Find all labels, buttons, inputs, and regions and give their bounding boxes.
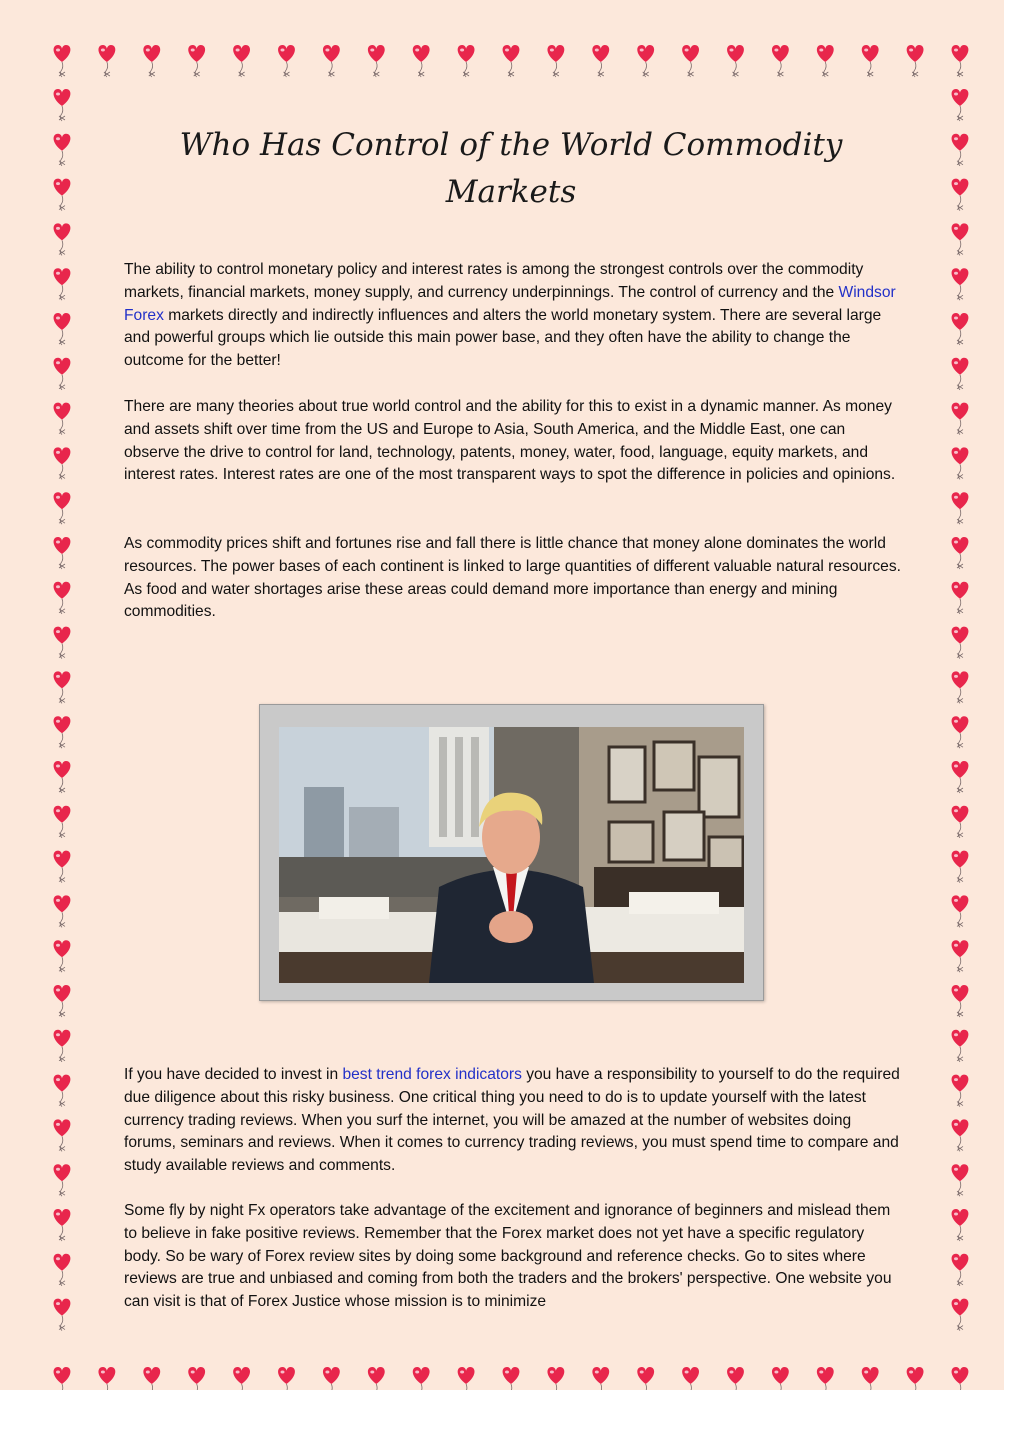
heart-balloon-icon (682, 45, 699, 77)
heart-balloon-icon (54, 1209, 71, 1241)
heart-balloon-icon (503, 45, 520, 77)
heart-balloon-icon (54, 940, 71, 972)
heart-balloon-icon (952, 537, 969, 569)
heart-balloon-icon (952, 45, 969, 77)
heart-balloon-icon (952, 447, 969, 479)
heart-balloon-icon (54, 358, 71, 390)
heart-balloon-icon (952, 1164, 969, 1196)
heart-balloon-icon (54, 671, 71, 703)
heart-balloon-icon (952, 940, 969, 972)
heart-balloon-icon (503, 1367, 520, 1390)
heart-balloon-icon (682, 1367, 699, 1390)
heart-balloon-icon (952, 492, 969, 524)
heart-balloon-icon (952, 627, 969, 659)
heart-balloon-icon (952, 1119, 969, 1151)
heart-balloon-icon (98, 1367, 115, 1390)
windsor-forex-link[interactable]: Windsor Forex (124, 283, 896, 324)
heart-balloon-icon (54, 1254, 71, 1286)
heart-balloon-icon (54, 806, 71, 838)
heart-balloon-icon (54, 179, 71, 211)
heart-balloon-icon (54, 761, 71, 793)
heart-balloon-icon (54, 851, 71, 883)
heart-balloon-icon (323, 45, 340, 77)
office-photo (279, 727, 744, 983)
heart-balloon-icon (143, 45, 160, 77)
heart-balloon-icon (368, 45, 385, 77)
heart-balloon-icon (952, 1030, 969, 1062)
paragraph-5: Some fly by night Fx operators take advantage of the excitement and ignorance of beginners and mislead them to believe in fake positive reviews. Remember that the Forex market does not yet have a specific regulatory body. So be wary of Forex review sites by doing some background and reference checks. Go to sites where reviews are true and unbiased and coming from both the traders and the brokers' perspective. One website you can visit is that of Forex Justice whose mission is to minimize (124, 1202, 892, 1311)
heart-balloon-icon (952, 582, 969, 614)
heart-balloon-icon (952, 895, 969, 927)
heart-balloon-icon (54, 492, 71, 524)
heart-balloon-icon (188, 1367, 205, 1390)
heart-balloon-icon (637, 1367, 654, 1390)
heart-balloon-icon (952, 268, 969, 300)
heart-balloon-icon (54, 45, 71, 77)
heart-balloon-icon (458, 1367, 475, 1390)
heart-balloon-icon (54, 1164, 71, 1196)
heart-balloon-icon (54, 985, 71, 1017)
best-trend-forex-indicators-link[interactable]: best trend forex indicators (342, 1066, 522, 1083)
heart-balloon-icon (862, 1367, 879, 1390)
heart-balloon-icon (413, 45, 430, 77)
heart-balloon-icon (592, 1367, 609, 1390)
heart-balloon-icon (952, 313, 969, 345)
heart-balloon-icon (952, 806, 969, 838)
heart-balloon-icon (772, 1367, 789, 1390)
heart-balloon-icon (54, 537, 71, 569)
heart-balloon-icon (952, 223, 969, 255)
heart-balloon-icon (952, 134, 969, 166)
heart-balloon-icon (772, 45, 789, 77)
heart-balloon-icon (952, 1209, 969, 1241)
heart-balloon-icon (54, 716, 71, 748)
heart-balloon-icon (413, 1367, 430, 1390)
heart-balloon-icon (458, 45, 475, 77)
heart-balloon-icon (817, 1367, 834, 1390)
heart-balloon-icon (952, 358, 969, 390)
heart-balloon-icon (54, 1119, 71, 1151)
heart-balloon-icon (862, 45, 879, 77)
heart-balloon-icon (952, 1075, 969, 1107)
heart-balloon-icon (278, 1367, 295, 1390)
paragraph-3: As commodity prices shift and fortunes rise and fall there is little chance that money alone dominates the world resources. The power bases of each continent is linked to large quantities of different valuable natural resources. As food and water shortages arise these areas could demand more importance than energy and mining commodities. (124, 535, 901, 621)
heart-balloon-icon (54, 403, 71, 435)
heart-balloon-icon (952, 761, 969, 793)
heart-balloon-icon (54, 895, 71, 927)
heart-balloon-icon (188, 45, 205, 77)
heart-balloon-icon (952, 179, 969, 211)
heart-balloon-icon (952, 1254, 969, 1286)
heart-balloon-icon (54, 627, 71, 659)
heart-balloon-icon (952, 716, 969, 748)
document-title: Who Has Control of the World Commodity Markets (179, 127, 843, 210)
heart-balloon-icon (952, 1367, 969, 1390)
heart-balloon-icon (952, 89, 969, 121)
heart-balloon-icon (368, 1367, 385, 1390)
heart-balloon-icon (54, 1299, 71, 1331)
heart-balloon-icon (54, 134, 71, 166)
heart-balloon-icon (54, 1367, 71, 1390)
paragraph-2: There are many theories about true world control and the ability for this to exist in a dynamic manner. As money and assets shift over time from the US and Europe to Asia, South America, and the Middle East, one can observe the drive to control for land, technology, patents, money, water, food, language, equity markets, and interest rates. Interest rates are one of the most transparent ways to spot the difference in policies and opinions. (124, 398, 896, 484)
heart-balloon-icon (817, 45, 834, 77)
heart-balloon-icon (54, 89, 71, 121)
heart-balloon-icon (54, 582, 71, 614)
heart-balloon-icon (547, 45, 564, 77)
heart-balloon-icon (952, 851, 969, 883)
heart-balloon-icon (907, 1367, 924, 1390)
heart-balloon-icon (637, 45, 654, 77)
heart-balloon-icon (323, 1367, 340, 1390)
heart-balloon-icon (952, 671, 969, 703)
heart-balloon-icon (952, 985, 969, 1017)
heart-balloon-icon (233, 1367, 250, 1390)
heart-balloon-icon (54, 313, 71, 345)
heart-balloon-icon (547, 1367, 564, 1390)
paragraph-4: If you have decided to invest in best trend forex indicators you have a responsibility to yourself to do the required due diligence about this risky business. One critical thing you need to do is to update yourself with the latest currency trading reviews. When you surf the internet, you will be amazed at the number of websites doing forums, seminars and reviews. When it comes to currency trading reviews, you must spend time to compare and study available reviews and comments. (124, 1066, 900, 1175)
heart-balloon-icon (907, 45, 924, 77)
heart-balloon-icon (98, 45, 115, 77)
heart-balloon-icon (54, 268, 71, 300)
heart-balloon-icon (727, 1367, 744, 1390)
heart-balloon-icon (54, 447, 71, 479)
heart-balloon-icon (54, 223, 71, 255)
heart-balloon-icon (233, 45, 250, 77)
heart-balloon-icon (952, 1299, 969, 1331)
heart-balloon-icon (54, 1030, 71, 1062)
heart-balloon-icon (278, 45, 295, 77)
paragraph-1: The ability to control monetary policy and interest rates is among the strongest controls over the commodity markets, financial markets, money supply, and currency underpinnings. The control of currency and the Windsor Forex markets directly and indirectly influences and alters the world monetary system. There are several large and powerful groups which lie outside this main power base, and they often have the ability to change the outcome for the better! (124, 261, 896, 370)
heart-balloon-icon (952, 403, 969, 435)
heart-balloon-icon (143, 1367, 160, 1390)
heart-balloon-icon (54, 1075, 71, 1107)
heart-balloon-icon (592, 45, 609, 77)
heart-balloon-icon (727, 45, 744, 77)
